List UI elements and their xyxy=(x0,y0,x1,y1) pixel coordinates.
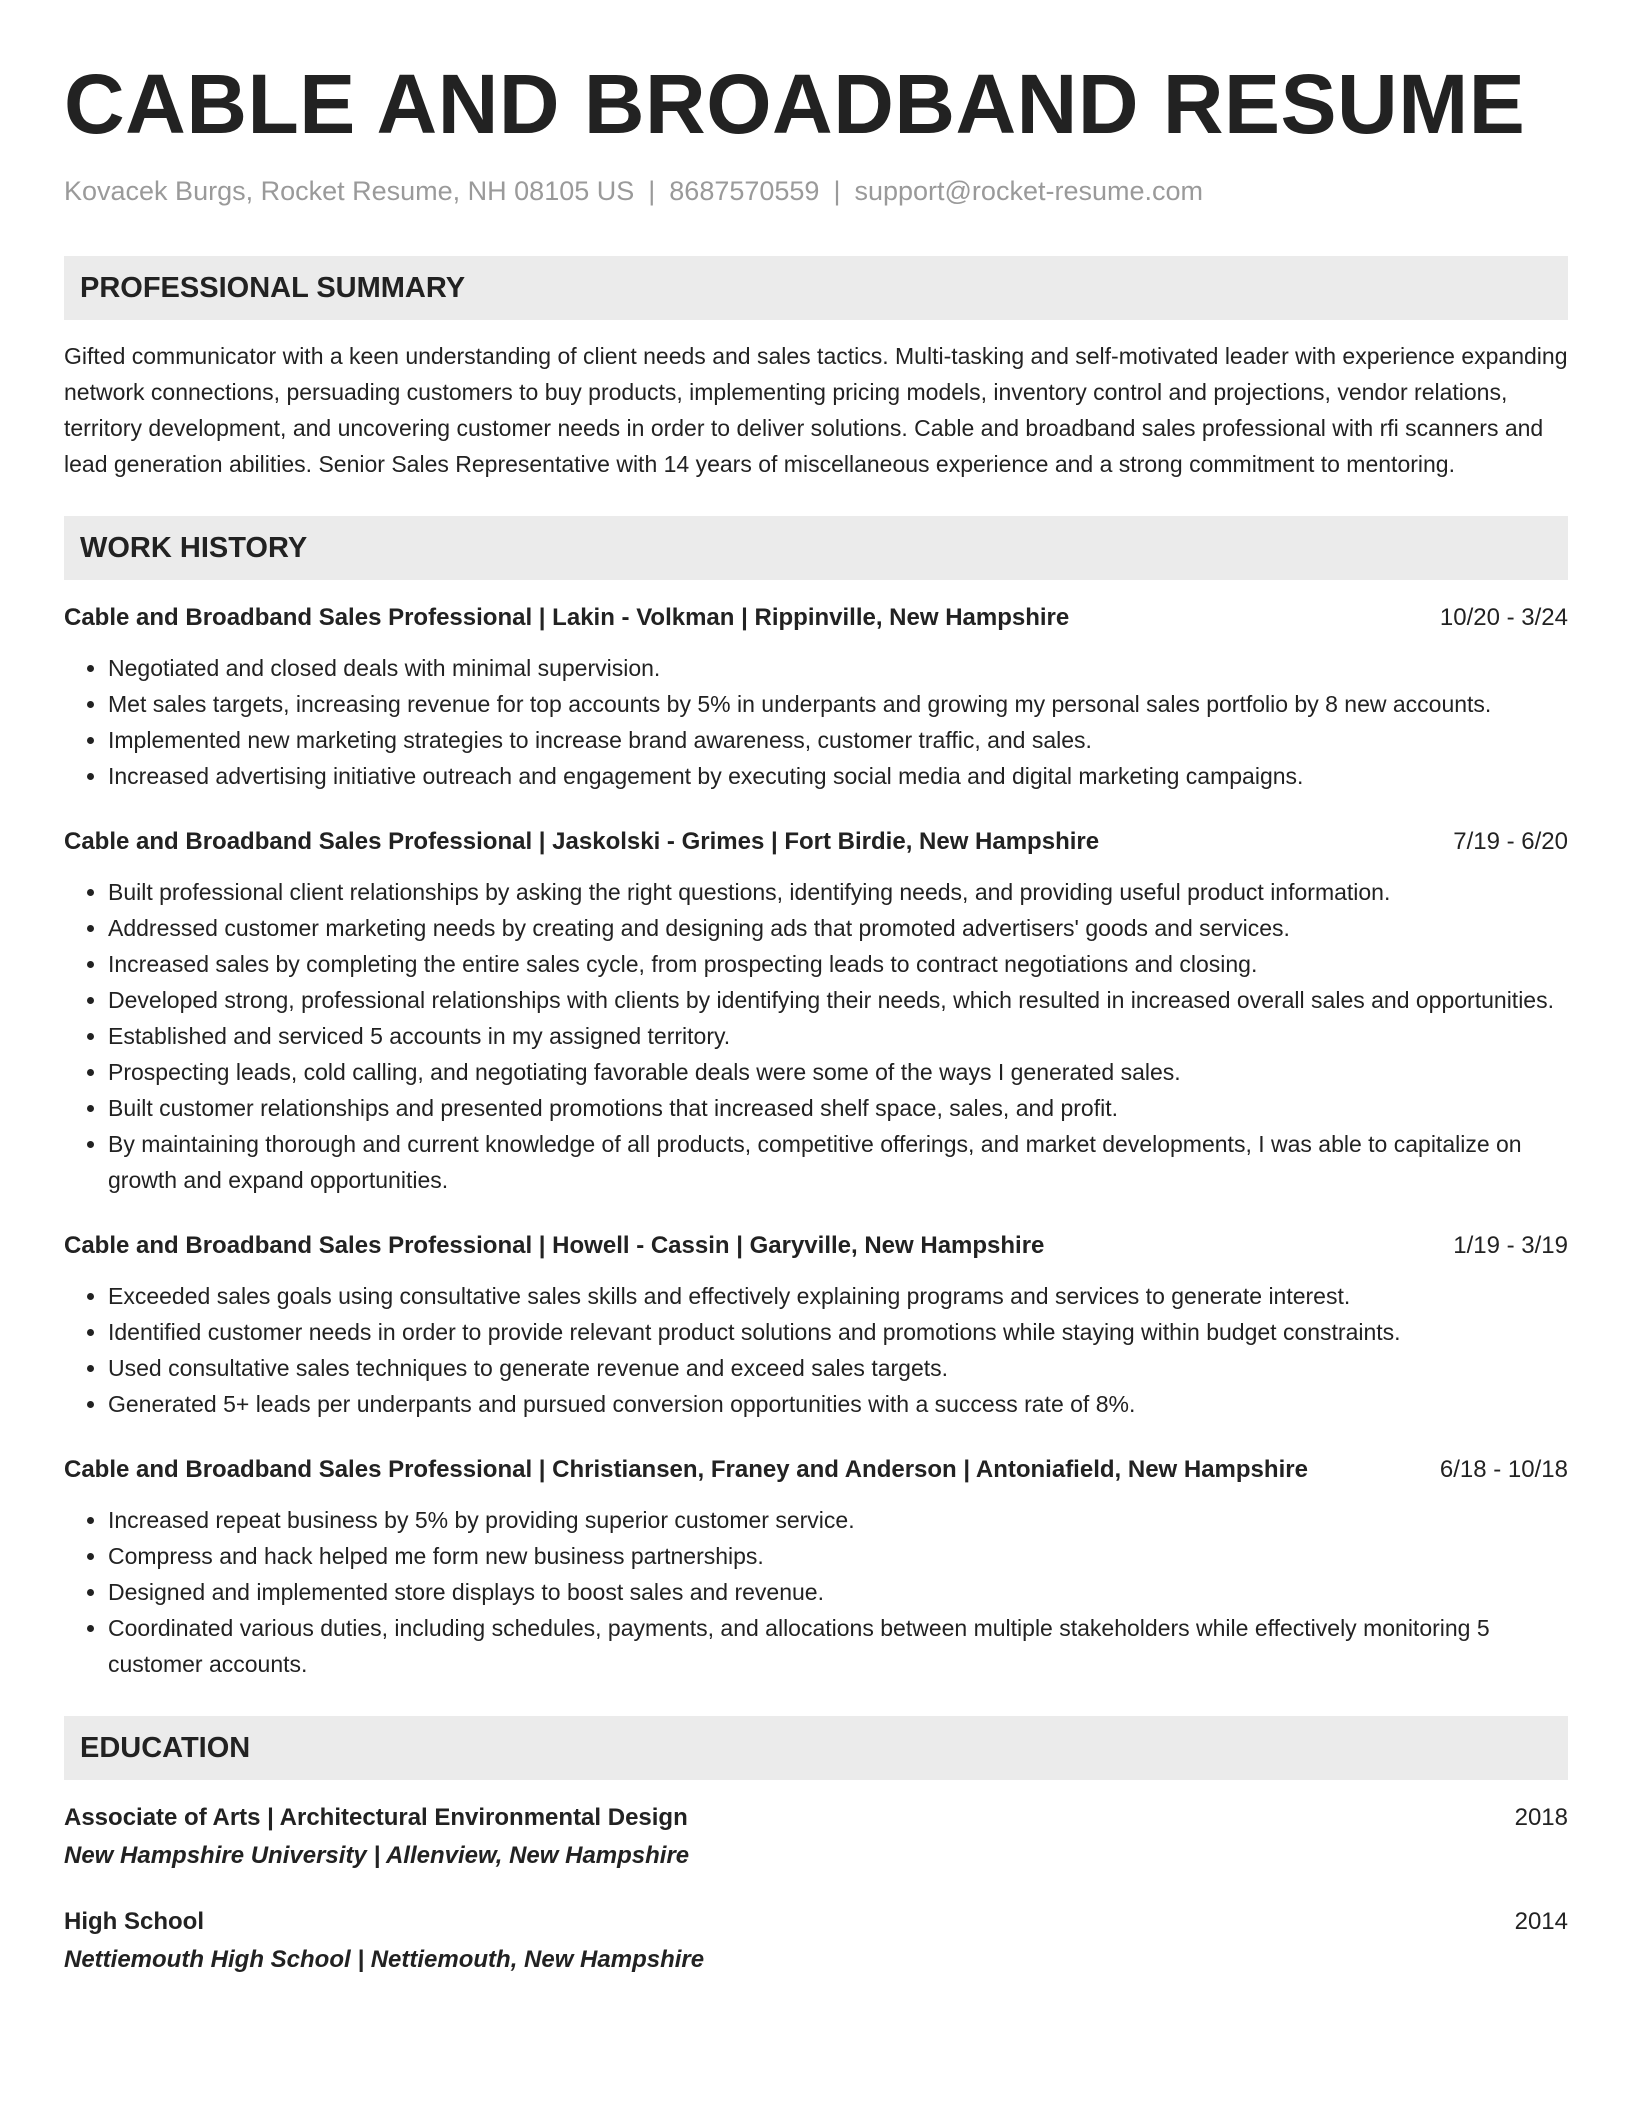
education-entry xyxy=(64,1800,1568,1876)
job-bullet: • Identified customer needs in order to provide relevant product solutions and promotions while staying within budget constraints. xyxy=(108,1314,1568,1350)
job-heading-row xyxy=(64,824,1568,860)
job-bullet: • Used consultative sales techniques to generate revenue and exceed sales targets. xyxy=(108,1350,1568,1386)
job-heading-row xyxy=(64,1452,1568,1488)
education-entry xyxy=(64,1904,1568,1980)
summary-text: Gifted communicator with a keen understanding of client needs and sales tactics. Multi-tasking and self-motivated leader with experience expanding network connections, persuading customers to buy products, implementing pricing models, inventory control and projections, vendor relations, territory development, and uncovering customer needs in order to deliver solutions. Cable and broadband sales professional with rfi scanners and lead generation abilities. Senior Sales Representative with 14 years of miscellaneous experience and a strong commitment to mentoring. xyxy=(64,343,1568,477)
education-school: New Hampshire University | Allenview, New Hampshire xyxy=(64,1842,690,1869)
job-bullet: • Developed strong, professional relationships with clients by identifying their needs, which resulted in increased overall sales and opportunities. xyxy=(108,982,1568,1018)
job-bullet: • Increased repeat business by 5% by providing superior customer service. xyxy=(108,1502,1568,1538)
job-bullet: • Generated 5+ leads per underpants and pursued conversion opportunities with a success rate of 8%. xyxy=(108,1386,1568,1422)
job-bullet: • Addressed customer marketing needs by creating and designing ads that promoted advertisers' goods and services. xyxy=(108,910,1568,946)
job-entry xyxy=(64,1228,1568,1422)
job-bullet: • Established and serviced 5 accounts in my assigned territory. xyxy=(108,1018,1568,1054)
job-bullet: • Implemented new marketing strategies to increase brand awareness, customer traffic, and sales. xyxy=(108,722,1568,758)
education-heading-row xyxy=(64,1904,1568,1940)
contact-email: support@rocket-resume.com xyxy=(854,176,1203,206)
job-bullet: • Prospecting leads, cold calling, and negotiating favorable deals were some of the ways I generated sales. xyxy=(108,1054,1568,1090)
job-dates: 6/18 - 10/18 xyxy=(1439,1456,1568,1483)
education-heading-row xyxy=(64,1800,1568,1836)
contact-separator: | xyxy=(648,176,656,206)
job-bullet: • By maintaining thorough and current knowledge of all products, competitive offerings, and market developments, I was able to capitalize on growth and expand opportunities. xyxy=(108,1126,1568,1198)
job-bullet: • Designed and implemented store displays to boost sales and revenue. xyxy=(108,1574,1568,1610)
contact-separator: | xyxy=(833,176,841,206)
job-bullets xyxy=(64,1502,1568,1682)
job-bullet: • Exceeded sales goals using consultative sales skills and effectively explaining programs and services to generate interest. xyxy=(108,1278,1568,1314)
job-bullets xyxy=(64,650,1568,794)
section-header-education: EDUCATION xyxy=(64,1716,1568,1780)
job-bullets xyxy=(64,874,1568,1198)
resume-title: CABLE AND BROADBAND RESUME xyxy=(64,57,1526,151)
job-bullet: • Built customer relationships and presented promotions that increased shelf space, sales, and profit. xyxy=(108,1090,1568,1126)
education-year: 2018 xyxy=(1514,1804,1568,1831)
education-degree: High School xyxy=(64,1908,204,1935)
contact-phone: 8687570559 xyxy=(669,176,820,206)
job-heading-row xyxy=(64,1228,1568,1264)
job-bullet: • Coordinated various duties, including schedules, payments, and allocations between multiple stakeholders while effectively monitoring 5 customer accounts. xyxy=(108,1610,1568,1682)
education-year: 2014 xyxy=(1514,1908,1568,1935)
job-dates: 1/19 - 3/19 xyxy=(1453,1232,1568,1259)
job-dates: 10/20 - 3/24 xyxy=(1439,604,1568,631)
resume-page xyxy=(64,56,1568,1980)
job-entry xyxy=(64,1452,1568,1682)
contact-line xyxy=(64,174,1568,208)
job-dates: 7/19 - 6/20 xyxy=(1453,828,1568,855)
job-bullet: • Increased sales by completing the entire sales cycle, from prospecting leads to contract negotiations and closing. xyxy=(108,946,1568,982)
job-bullet: • Built professional client relationships by asking the right questions, identifying needs, and providing useful product information. xyxy=(108,874,1568,910)
job-bullet: • Met sales targets, increasing revenue for top accounts by 5% in underpants and growing my personal sales portfolio by 8 new accounts. xyxy=(108,686,1568,722)
job-entry xyxy=(64,824,1568,1198)
job-title: Cable and Broadband Sales Professional | Howell - Cassin | Garyville, New Hampshire xyxy=(64,1232,1045,1259)
job-title: Cable and Broadband Sales Professional | Christiansen, Franey and Anderson | Antoniafield, New Hampshire xyxy=(64,1456,1308,1483)
job-bullets xyxy=(64,1278,1568,1422)
job-bullet: • Compress and hack helped me form new business partnerships. xyxy=(108,1538,1568,1574)
education-degree: Associate of Arts | Architectural Environmental Design xyxy=(64,1804,688,1831)
education-school: Nettiemouth High School | Nettiemouth, New Hampshire xyxy=(64,1946,705,1973)
section-header-work-history: WORK HISTORY xyxy=(64,516,1568,580)
job-entry xyxy=(64,600,1568,794)
job-heading-row xyxy=(64,600,1568,636)
contact-address: Kovacek Burgs, Rocket Resume, NH 08105 US xyxy=(64,176,635,206)
section-header-summary: PROFESSIONAL SUMMARY xyxy=(64,256,1568,320)
job-bullet: • Increased advertising initiative outreach and engagement by executing social media and digital marketing campaigns. xyxy=(108,758,1568,794)
job-title: Cable and Broadband Sales Professional | Jaskolski - Grimes | Fort Birdie, New Hampshire xyxy=(64,828,1100,855)
job-title: Cable and Broadband Sales Professional | Lakin - Volkman | Rippinville, New Hampshire xyxy=(64,604,1070,631)
job-bullet: • Negotiated and closed deals with minimal supervision. xyxy=(108,650,1568,686)
